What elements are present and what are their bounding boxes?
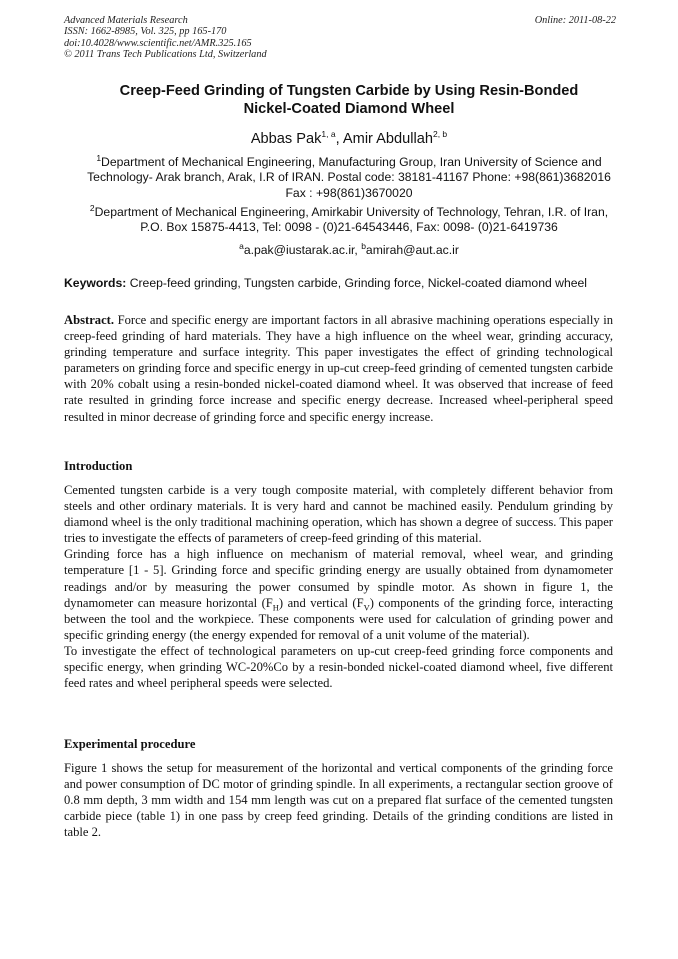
intro-paragraph-2 — [64, 546, 613, 643]
experimental-heading: Experimental procedure — [64, 737, 196, 751]
intro-p2-part-c: ) components of the grinding force, interacting between the tool and the workpiece. These components were used for calculation of grinding power and specific grinding energy (the energy expended for removal of a unit volume of the material). — [64, 595, 614, 642]
affiliation-2 — [64, 202, 634, 236]
intro-paragraph-3: To investigate the effect of technological parameters on up-cut creep-feed grinding force components and specific energy, when grinding WC-20%Co by a resin-bonded nickel-coated diamond wheel, five different feed rates and wheel peripheral speeds were selected. — [64, 643, 613, 691]
author-list — [64, 130, 634, 148]
affiliation-1-number: 1 — [96, 152, 102, 163]
copyright-line: © 2011 Trans Tech Publications Ltd, Switzerland — [64, 49, 267, 61]
journal-name: Advanced Materials Research — [64, 15, 188, 26]
introduction-heading: Introduction — [64, 459, 133, 473]
affiliation-2-line-1: Department of Mechanical Engineering, Amirkabir University of Technology, Tehran, I.R. of Iran, — [94, 205, 609, 219]
affiliation-1-line-3: Fax : +98(861)3670020 — [285, 185, 413, 200]
introduction-body — [64, 482, 613, 691]
force-h-subscript: H — [272, 602, 279, 613]
online-date: Online: 2011-08-22 — [534, 15, 616, 26]
affiliation-1-line-1: Department of Mechanical Engineering, Manufacturing Group, Iran University of Science and — [101, 155, 602, 169]
title-line-2: Nickel-Coated Diamond Wheel — [243, 101, 455, 117]
intro-paragraph-1: Cemented tungsten carbide is a very tough composite material, with completely different behavior from steels and other ordinary materials. It is very hard and cannot be machined easily. Pendulum grinding by diamond wheel is the only traditional machining operation, which has shown a degree of success. This paper tries to investigate the effects of parameters of creep-feed grinding of this material. — [64, 483, 613, 546]
affiliation-1 — [64, 152, 634, 201]
email-b-marker: b — [361, 240, 366, 251]
email-b: amirah@aut.ac.ir — [365, 243, 459, 257]
intro-p2-part-b: ) and vertical (F — [278, 595, 364, 610]
doi-line: doi:10.4028/www.scientific.net/AMR.325.165 — [64, 37, 252, 49]
abstract-text: Force and specific energy are important factors in all abrasive machining operations especially in creep-feed grinding of hard materials. They have a high influence on the wheel wear, grinding accuracy, grinding temperature and surface integrity. This paper investigates the effect of grinding technological parameters on grinding force and specific energy in up-cut creep-feed grinding of cemented tungsten carbide with 20% cobalt using a resin-bonded nickel-coated diamond wheel. It was observed that increase of feed rate resulted in grinding force increase and specific energy decrease. Increased wheel-peripheral speed resulted in minor decrease of grinding force and specific energy increase. — [64, 313, 613, 424]
experimental-body — [64, 760, 613, 840]
title-line-1: Creep-Feed Grinding of Tungsten Carbide by Using Resin-Bonded — [119, 83, 579, 99]
force-v-subscript: V — [363, 602, 370, 613]
affiliation-2-number: 2 — [89, 202, 95, 213]
keywords-label: Keywords: — [64, 276, 127, 290]
affiliation-1-line-2: Technology- Arak branch, Arak, I.R of IRAN. Postal code: 38181-41167 Phone: +98(861)3682016 — [87, 170, 611, 185]
abstract — [64, 312, 613, 425]
author-1-affil: 1, a — [321, 129, 336, 140]
affiliation-2-line-2: P.O. Box 15875-4413, Tel: 0098 - (0)21-64543446, Fax: 0098- (0)21-6419736 — [140, 220, 558, 235]
email-a: a.pak@iustarak.ac.ir, — [243, 243, 362, 257]
email-line — [64, 240, 634, 258]
author-separator: , — [335, 131, 343, 147]
keywords-text: Creep-feed grinding, Tungsten carbide, Grinding force, Nickel-coated diamond wheel — [126, 276, 587, 290]
journal-header — [64, 15, 616, 61]
author-1: Abbas Pak — [250, 131, 322, 147]
keywords — [64, 276, 624, 291]
experimental-paragraph-1: Figure 1 shows the setup for measurement of the horizontal and vertical components of the grinding force and power consumption of DC motor of grinding spindle. In all experiments, a rectangular section groove of 0.8 mm depth, 3 mm width and 154 mm length was cut on a prepared flat surface of the cemented tungsten carbide piece (table 1) in one pass by creep feed grinding. Details of the grinding conditions are listed in table 2. — [64, 761, 613, 840]
author-2: Amir Abdullah — [342, 131, 433, 147]
paper-title — [64, 82, 634, 118]
author-2-affil: 2, b — [432, 129, 448, 140]
abstract-label: Abstract. — [64, 313, 115, 327]
issn-line: ISSN: 1662-8985, Vol. 325, pp 165-170 — [64, 26, 227, 38]
intro-p2-part-a: Grinding force has a high influence on mechanism of material removal, wheel wear, and grinding temperature [1 - 5]. Grinding force and specific grinding energy are usually obtained from dynamometer readings and/or by measuring the power consumed by spindle motor. As shown in figure 1, the dynamometer can measure horizontal (F — [64, 547, 613, 610]
email-a-marker: a — [239, 240, 244, 251]
